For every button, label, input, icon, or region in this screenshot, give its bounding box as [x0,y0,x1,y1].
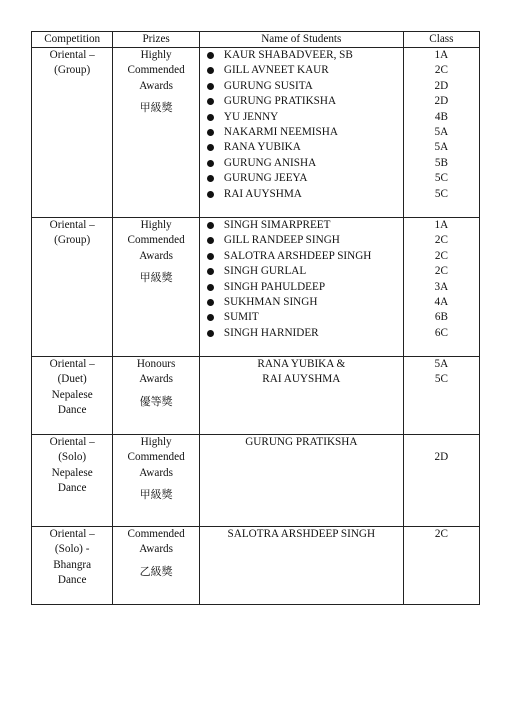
class-cell [403,527,479,605]
header-row [32,32,480,48]
class-cell [403,218,479,357]
prize-line: Commended [127,451,185,464]
student-name: GURUNG SUSITA [202,79,401,94]
student-name: SINGH PAHULDEEP [202,280,401,295]
class-value: 2C [434,234,448,247]
competition-line: Oriental – [49,219,95,231]
prize-chinese-label: 優等獎 [139,394,173,408]
class-value: 2D [434,95,449,108]
student-list [202,48,401,202]
class-value: 1A [434,219,449,231]
prize-line: Honours [136,358,176,370]
competition-cell [32,48,113,218]
competition-line: Oriental – [49,528,95,540]
prize-line: Commended [127,234,185,247]
competition-line: Nepalese [51,466,93,479]
header-names: Name of Students [199,32,403,48]
class-value: 5C [434,172,448,185]
class-value: 5C [434,187,448,200]
class-value: 2C [434,249,448,262]
competition-line: Dance [57,574,87,587]
student-name: GILL RANDEEP SINGH [202,233,401,248]
competition-line: Oriental – [49,358,95,370]
student-names-cell [199,527,403,605]
header-competition: Competition [32,32,113,48]
prize-line: Awards [139,373,173,386]
prize-line: Highly [140,436,172,448]
class-value: 6C [434,326,448,339]
competition-line: (Group) [54,234,91,247]
prize-line: Awards [139,249,173,262]
student-name: RANA YUBIKA [202,140,401,155]
student-names-cell [199,435,403,527]
prize-cell [113,218,200,357]
class-value: 4A [434,296,449,309]
class-value: 5A [434,126,449,139]
student-names-cell [199,48,403,218]
prize-line: Commended [127,64,185,77]
student-name: GURUNG PRATIKSHA [245,436,358,448]
class-value: 2D [434,451,449,463]
student-name: SINGH GURLAL [202,264,401,279]
table-row [32,357,480,435]
table-row [32,218,480,357]
student-name: SALOTRA ARSHDEEP SINGH [227,528,376,540]
student-list [202,218,401,341]
awards-table [31,31,480,605]
class-value: 2C [434,265,448,278]
class-value: 5A [434,141,449,154]
prize-cell [113,527,200,605]
prize-line: Awards [139,79,173,92]
table-row [32,48,480,218]
competition-line: (Solo) - [54,543,90,556]
competition-line: Dance [57,482,87,495]
table-row [32,435,480,527]
class-value: 5B [434,156,448,169]
header-prizes: Prizes [113,32,200,48]
class-value: 4B [434,110,448,123]
competition-cell [32,357,113,435]
student-name: KAUR SHABADVEER, SB [202,48,401,63]
competition-line: (Solo) [58,451,87,464]
competition-line: Nepalese [51,388,93,401]
prize-cell [113,48,200,218]
table-row [32,527,480,605]
student-name: GURUNG PRATIKSHA [202,94,401,109]
class-value: 2C [434,64,448,77]
class-value: 1A [434,49,449,61]
student-names-cell [199,357,403,435]
student-name: RAI AUYSHMA [262,373,341,386]
class-value: 2D [434,79,449,92]
student-name: GURUNG ANISHA [202,156,401,171]
class-cell [403,435,479,527]
student-names-cell [199,218,403,357]
prize-line: Highly [140,49,172,61]
student-name: NAKARMI NEEMISHA [202,125,401,140]
prize-chinese-label: 乙級獎 [139,564,173,578]
prize-chinese-label: 甲級獎 [139,101,173,115]
prize-chinese-label: 甲級獎 [139,271,173,285]
competition-line: (Group) [54,64,91,77]
student-name: RAI AUYSHMA [202,187,401,202]
table-body [32,48,480,605]
competition-cell [32,435,113,527]
prize-cell [113,435,200,527]
student-name: YU JENNY [202,110,401,125]
prize-cell [113,357,200,435]
prize-chinese-label: 甲級獎 [139,488,173,502]
competition-line: Oriental – [49,436,95,448]
student-name: SUKHMAN SINGH [202,295,401,310]
competition-cell [32,218,113,357]
student-name: SUMIT [202,310,401,325]
class-value: 6B [434,311,448,324]
student-name: GILL AVNEET KAUR [202,63,401,78]
competition-line: Bhangra [53,558,92,571]
class-cell [403,48,479,218]
header-class: Class [403,32,479,48]
class-value: 3A [434,280,449,293]
class-value: 5A [434,358,449,370]
prize-line: Awards [139,466,173,479]
prize-line: Highly [140,219,172,231]
competition-line: (Duet) [57,373,87,386]
prize-line: Commended [127,528,185,540]
class-value: 5C [434,373,448,386]
class-value: 2C [434,528,448,540]
competition-line: Dance [57,404,87,417]
competition-cell [32,527,113,605]
student-name: SALOTRA ARSHDEEP SINGH [202,249,401,264]
class-cell [403,357,479,435]
student-name: SINGH HARNIDER [202,326,401,341]
competition-line: Oriental – [49,49,95,61]
student-name: GURUNG JEEYA [202,171,401,186]
student-name: SINGH SIMARPREET [202,218,401,233]
student-name: RANA YUBIKA & [257,358,346,370]
prize-line: Awards [139,543,173,556]
